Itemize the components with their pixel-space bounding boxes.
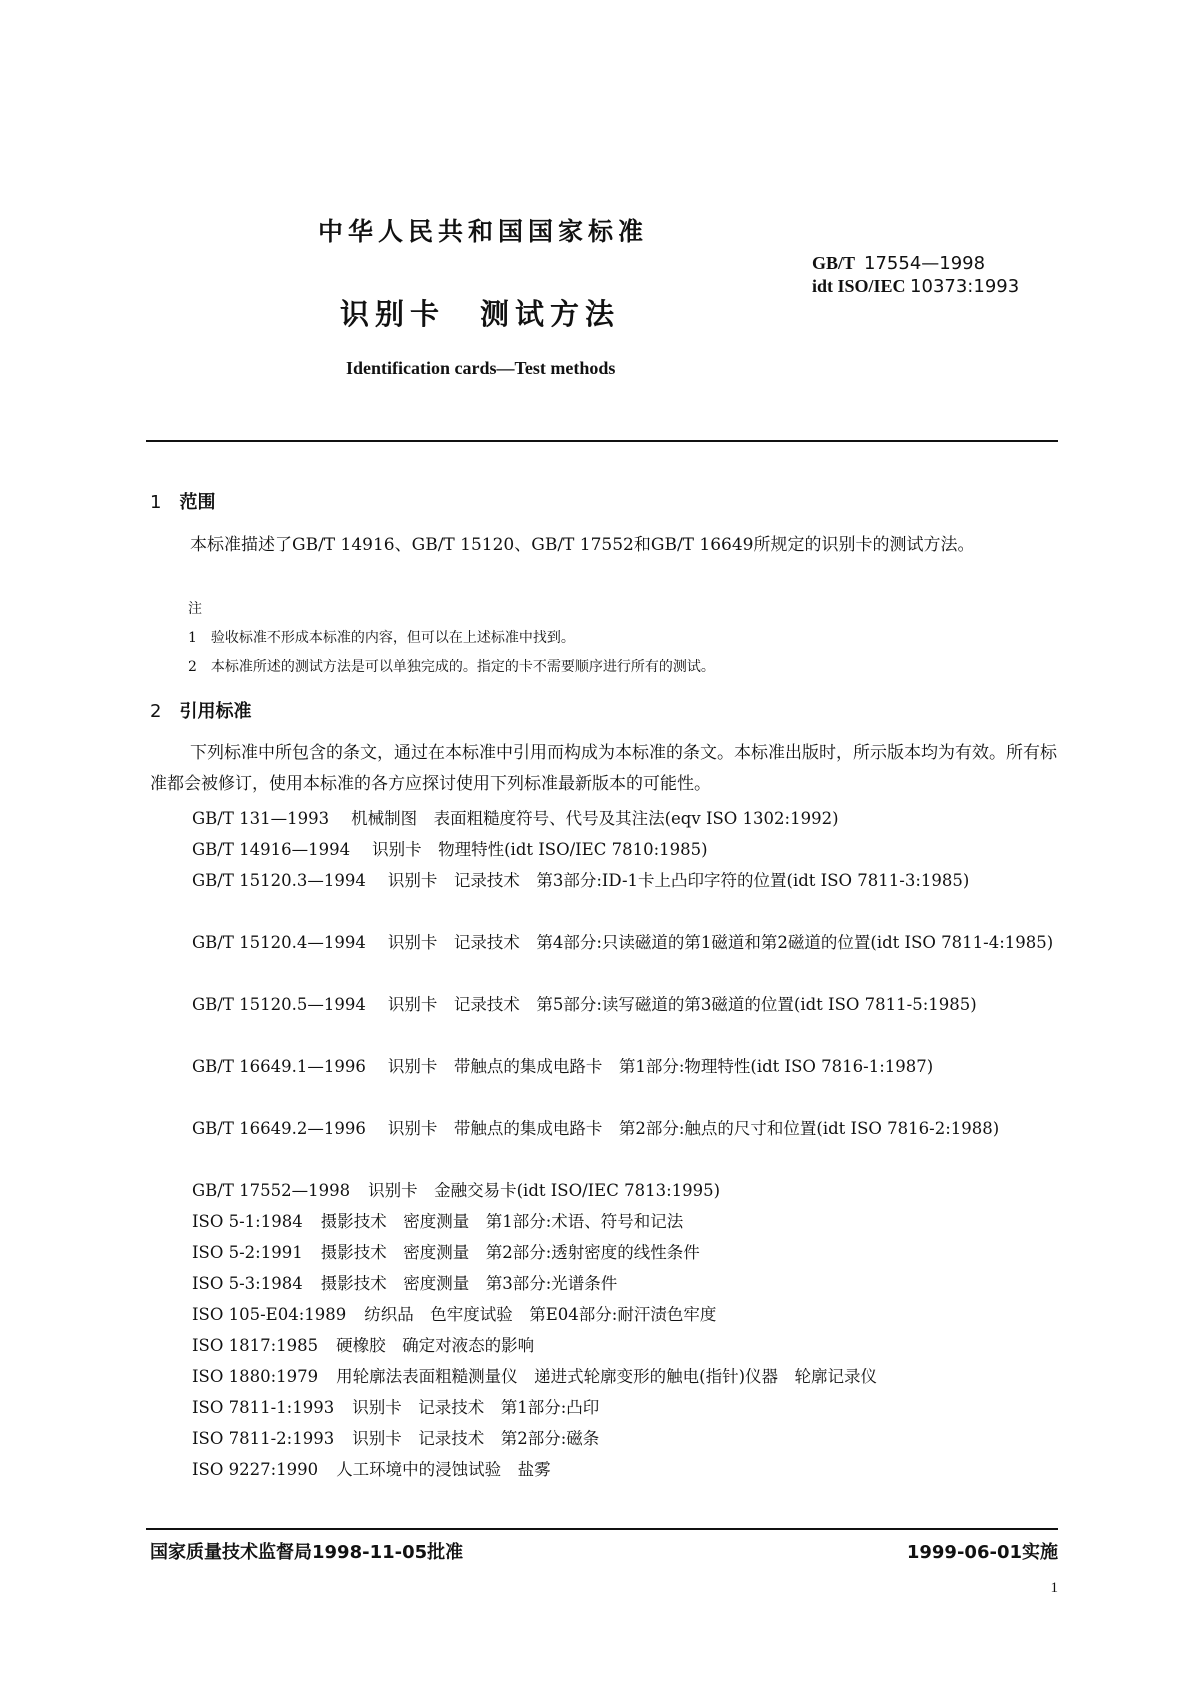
reference-item — [192, 1330, 1072, 1361]
reference-desc: 识别卡 金融交易卡(idt ISO/IEC 7813:1995) — [368, 1181, 721, 1200]
reference-item — [192, 1392, 1072, 1423]
reference-code: ISO 7811-1:1993 — [192, 1398, 335, 1417]
reference-item — [192, 1175, 1072, 1206]
reference-code: GB/T 15120.4—1994 — [192, 933, 366, 952]
reference-code: GB/T 17552—1998 — [192, 1181, 351, 1200]
reference-desc: 摄影技术 密度测量 第3部分:光谱条件 — [320, 1274, 618, 1293]
reference-desc: 识别卡 记录技术 第4部分:只读磁道的第1磁道和第2磁道的位置(idt ISO 7811-4:1985) — [387, 933, 1054, 952]
reference-desc: 识别卡 带触点的集成电路卡 第1部分:物理特性(idt ISO 7816-1:1987) — [387, 1057, 934, 1076]
national-standard-heading: 中华人民共和国国家标准 — [318, 217, 649, 246]
section-title: 范围 — [179, 492, 216, 513]
section-2-heading — [150, 697, 251, 723]
idt-number: 10373:1993 — [910, 276, 1020, 297]
reference-code: ISO 5-3:1984 — [192, 1274, 303, 1293]
reference-code: GB/T 16649.2—1996 — [192, 1119, 366, 1138]
reference-item — [192, 1361, 1072, 1392]
reference-desc: 识别卡 物理特性(idt ISO/IEC 7810:1985) — [372, 840, 708, 859]
reference-item — [192, 1237, 1072, 1268]
reference-desc: 硬橡胶 确定对液态的影响 — [336, 1336, 535, 1355]
reference-desc: 人工环境中的浸蚀试验 盐雾 — [336, 1460, 551, 1479]
reference-code: ISO 105-E04:1989 — [192, 1305, 347, 1324]
reference-item — [192, 834, 1072, 865]
reference-desc: 识别卡 记录技术 第3部分:ID-1卡上凸印字符的位置(idt ISO 7811-3:1985) — [387, 871, 970, 890]
reference-code: ISO 1817:1985 — [192, 1336, 319, 1355]
reference-item — [192, 1423, 1072, 1454]
reference-code: GB/T 131—1993 — [192, 809, 330, 828]
section-1-paragraph: 本标准描述了GB/T 14916、GB/T 15120、GB/T 17552和GB/T 16649所规定的识别卡的测试方法。 — [190, 535, 975, 555]
reference-code: GB/T 16649.1—1996 — [192, 1057, 366, 1076]
effective-date: 1999-06-01实施 — [906, 1542, 1058, 1563]
reference-desc: 用轮廓法表面粗糙测量仪 递进式轮廓变形的触电(指针)仪器 轮廓记录仪 — [336, 1367, 878, 1386]
reference-item — [192, 1454, 1072, 1485]
reference-item — [192, 1051, 1072, 1113]
reference-item — [192, 927, 1072, 989]
reference-desc: 识别卡 带触点的集成电路卡 第2部分:触点的尺寸和位置(idt ISO 7816-2:1988) — [387, 1119, 1000, 1138]
reference-code: ISO 5-1:1984 — [192, 1212, 303, 1231]
reference-desc: 摄影技术 密度测量 第1部分:术语、符号和记法 — [320, 1212, 684, 1231]
std-number-prefix: GB/T — [812, 253, 856, 273]
reference-item — [192, 1299, 1072, 1330]
section-1-heading — [150, 488, 215, 514]
reference-desc: 识别卡 记录技术 第2部分:磁条 — [352, 1429, 600, 1448]
reference-desc: 识别卡 记录技术 第5部分:读写磁道的第3磁道的位置(idt ISO 7811-5:1985) — [387, 995, 977, 1014]
note-item: 1 验收标准不形成本标准的内容，但可以在上述标准中找到。 — [188, 630, 575, 646]
page-number: 1 — [1050, 1580, 1058, 1596]
std-number: 17554—1998 — [864, 253, 986, 274]
idt-prefix: idt ISO/IEC — [812, 276, 906, 296]
reference-code: ISO 5-2:1991 — [192, 1243, 303, 1262]
reference-item — [192, 1113, 1072, 1175]
reference-code: ISO 7811-2:1993 — [192, 1429, 335, 1448]
reference-desc: 纺织品 色牢度试验 第E04部分:耐汗渍色牢度 — [364, 1305, 717, 1324]
footer-divider — [146, 1528, 1058, 1530]
header-divider — [146, 440, 1058, 442]
reference-desc: 摄影技术 密度测量 第2部分:透射密度的线性条件 — [320, 1243, 700, 1262]
approval-date: 国家质量技术监督局1998-11-05批准 — [150, 1542, 464, 1563]
note-label: 注 — [188, 601, 202, 617]
note-item: 2 本标准所述的测试方法是可以单独完成的。指定的卡不需要顺序进行所有的测试。 — [188, 659, 715, 675]
document-title-cn: 识别卡 测试方法 — [340, 297, 621, 331]
reference-code: GB/T 15120.3—1994 — [192, 871, 366, 890]
section-number: 1 — [150, 492, 162, 513]
reference-desc: 识别卡 记录技术 第1部分:凸印 — [352, 1398, 600, 1417]
reference-code: ISO 9227:1990 — [192, 1460, 319, 1479]
section-title: 引用标准 — [179, 701, 252, 722]
standard-number-block — [812, 252, 1019, 298]
reference-code: ISO 1880:1979 — [192, 1367, 319, 1386]
reference-desc: 机械制图 表面粗糙度符号、代号及其注法(eqv ISO 1302:1992) — [351, 809, 839, 828]
document-title-en: Identification cards—Test methods — [346, 358, 616, 378]
reference-list — [192, 803, 1072, 1485]
reference-item — [192, 1268, 1072, 1299]
reference-code: GB/T 15120.5—1994 — [192, 995, 366, 1014]
reference-item — [192, 865, 1072, 927]
section-number: 2 — [150, 701, 162, 722]
reference-item — [192, 803, 1072, 834]
reference-code: GB/T 14916—1994 — [192, 840, 351, 859]
section-2-paragraph: 下列标准中所包含的条文，通过在本标准中引用而构成为本标准的条文。本标准出版时，所示版本均为有效。所有标准都会被修订，使用本标准的各方应探讨使用下列标准最新版本的可能性。 — [150, 743, 1057, 794]
reference-item — [192, 1206, 1072, 1237]
reference-item — [192, 989, 1072, 1051]
